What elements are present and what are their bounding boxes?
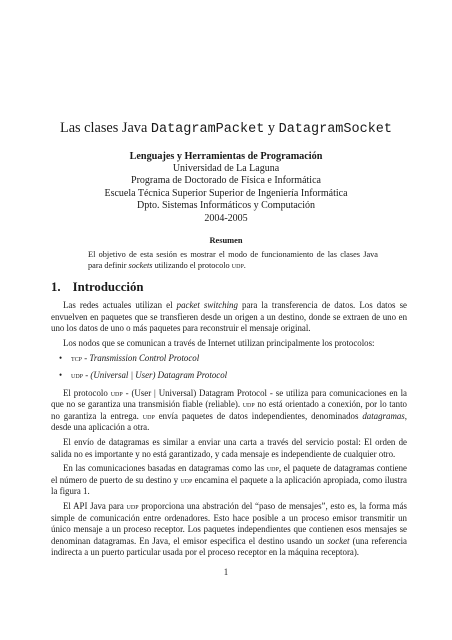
- course-name: Lenguajes y Herramientas de Programación: [129, 151, 323, 162]
- protocol-name: - (Universal | User) Datagram Protocol: [83, 369, 228, 380]
- protocol-acronym: udp: [266, 464, 279, 474]
- text-emphasis: packet switching: [176, 300, 238, 310]
- paragraph: [51, 388, 407, 434]
- abstract-text: [88, 249, 378, 271]
- list-item: [59, 369, 407, 382]
- paragraph: El envío de datagramas es similar a enviar una carta a través del servicio postal: El orden de salida no es importante y no está garantizado, y cada mensaje es independiente de cualquier otro.: [51, 436, 407, 459]
- abstract-protocol: udp: [231, 261, 244, 270]
- list-item: [59, 353, 407, 365]
- abstract-part: .: [243, 261, 246, 270]
- protocol-acronym: udp: [126, 501, 139, 511]
- affiliation-block: [0, 163, 452, 225]
- section-number: 1.: [51, 280, 61, 294]
- protocol-name: - Transmission Control Protocol: [82, 353, 200, 364]
- text-run: - (User | Universal) Datagram Protocol - se utiliza para comunicaciones en la que no se garantiza una transmisión fiable (reliable).: [51, 387, 407, 410]
- bullet-icon: •: [59, 353, 63, 364]
- title-class-datagramsocket: DatagramSocket: [278, 122, 393, 137]
- protocol-acronym: udp: [110, 388, 123, 398]
- protocol-acronym: tcp: [71, 354, 83, 364]
- paragraph: Los nodos que se comunican a través de Internet utilizan principalmente los protocolos:: [63, 337, 375, 348]
- section-title: Introducción: [72, 280, 144, 294]
- text-run: El API Java para: [63, 500, 127, 511]
- paper-title: [0, 120, 452, 137]
- text-emphasis: datagramas: [362, 410, 405, 421]
- title-conjunction: y: [264, 120, 279, 136]
- text-run: , el paquete de datagramas contiene el número de puerto de su destino y: [51, 463, 407, 485]
- text-run: para la transferencia de datos. Los datos se envuelven en paquetes que se transfieren desde un origen a un destino, donde se extraen de uno en uno los datos de uno o más paquetes para reconstruir el mensaje original.: [51, 300, 407, 334]
- paragraph: [51, 300, 407, 335]
- text-run: Las redes actuales utilizan el: [63, 300, 177, 310]
- paragraph: [51, 501, 407, 559]
- affiliation-line: Escuela Técnica Superior Superior de Ingeniería Informática: [104, 187, 348, 199]
- section-body: [51, 300, 407, 562]
- bullet-icon: •: [59, 369, 63, 380]
- text-run: proporciona una abstración del “paso de mensajes”, esto es, la forma más simple de comunicación entre ordenadores. Esto hace posible a un proceso emisor transmitir un único mensaje a un proceso receptor. Los paquetes independientes que contienen esos mensajes se denominan datagramas. En Java, el emisor especifica el destino usando un: [51, 500, 407, 546]
- text-emphasis: socket: [327, 535, 350, 546]
- title-class-datagrampacket: DatagramPacket: [150, 122, 265, 137]
- affiliation-line: Dpto. Sistemas Informáticos y Computación: [136, 200, 316, 212]
- protocol-acronym: udp: [242, 400, 255, 410]
- text-run: En las comunicaciones basadas en datagramas como las: [63, 463, 267, 474]
- protocol-acronym: udp: [71, 370, 84, 380]
- abstract-emphasis: sockets: [128, 261, 153, 270]
- title-prefix: Las clases Java: [59, 120, 151, 136]
- protocol-acronym: udp: [180, 475, 193, 485]
- affiliation-line: Universidad de La Laguna: [172, 163, 280, 174]
- text-run: El protocolo: [63, 387, 111, 398]
- protocol-acronym: udp: [142, 411, 155, 421]
- affiliation-line: Programa de Doctorado de Física e Informática: [131, 175, 321, 187]
- section-heading: [51, 280, 143, 295]
- page-number: 1: [223, 567, 229, 577]
- abstract-heading: Resumen: [209, 236, 243, 245]
- text-run: encamina el paquete a la aplicación apropiada, como ilustra la figura 1.: [51, 474, 407, 497]
- paragraph: [51, 463, 407, 498]
- text-run: no está orientado a conexión, por lo tanto no garantiza la entrega.: [51, 399, 407, 421]
- text-run: , desde una aplicación a otra.: [51, 410, 407, 433]
- text-run: (una referencia indirecta a un puerto particular usada por el proceso receptor en la máquina receptora).: [51, 535, 407, 558]
- academic-year: 2004-2005: [204, 212, 248, 224]
- text-run: envía paquetes de datos independientes, denominados: [154, 410, 363, 421]
- protocol-list: [51, 353, 407, 381]
- abstract-part: El objetivo de esta sesión es mostrar el modo de funcionamiento de las clases Java para definir: [88, 250, 378, 270]
- abstract-part: utilizando el protocolo: [152, 261, 232, 270]
